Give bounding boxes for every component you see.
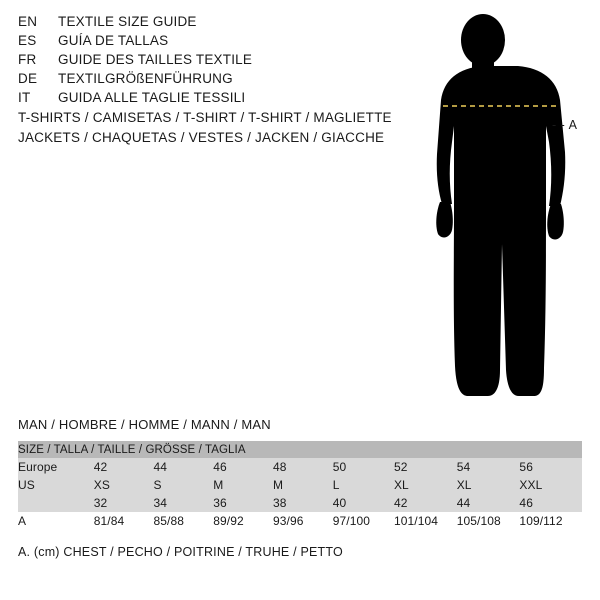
chest-measure-label: - - A bbox=[552, 118, 578, 132]
table-row bbox=[18, 476, 582, 494]
language-row bbox=[18, 71, 378, 90]
cell: 40 bbox=[333, 494, 394, 512]
language-list bbox=[18, 14, 378, 109]
language-code: ES bbox=[18, 33, 37, 48]
table-header-row bbox=[18, 441, 582, 458]
language-title: GUIDA ALLE TAGLIE TESSILI bbox=[58, 90, 246, 105]
cell: 44 bbox=[153, 458, 213, 476]
mannequin-figure bbox=[410, 14, 590, 404]
language-code: EN bbox=[18, 14, 38, 29]
table-row bbox=[18, 458, 582, 476]
table-row bbox=[18, 494, 582, 512]
cell: 38 bbox=[273, 494, 333, 512]
row-label: Europe bbox=[18, 458, 94, 476]
cell: XXL bbox=[519, 476, 582, 494]
language-code: FR bbox=[18, 52, 37, 67]
language-row bbox=[18, 52, 378, 71]
cell: 109/112 bbox=[519, 512, 582, 530]
cell: 34 bbox=[153, 494, 213, 512]
cell: 46 bbox=[213, 458, 273, 476]
cell: 81/84 bbox=[94, 512, 154, 530]
cell: 54 bbox=[457, 458, 520, 476]
row-label: US bbox=[18, 476, 94, 494]
table-header-label: SIZE / TALLA / TAILLE / GRÖSSE / TAGLIA bbox=[18, 441, 582, 458]
cell: 32 bbox=[94, 494, 154, 512]
language-title: GUÍA DE TALLAS bbox=[58, 33, 169, 48]
language-code: IT bbox=[18, 90, 31, 105]
size-table bbox=[18, 441, 582, 530]
language-row bbox=[18, 33, 378, 52]
body-silhouette-icon bbox=[410, 14, 590, 404]
footnote: A. (cm) CHEST / PECHO / POITRINE / TRUHE / PETTO bbox=[18, 545, 343, 559]
cell: M bbox=[213, 476, 273, 494]
row-label: A bbox=[18, 512, 94, 530]
cell: XL bbox=[394, 476, 457, 494]
table-row bbox=[18, 512, 582, 530]
cell: L bbox=[333, 476, 394, 494]
cell: 44 bbox=[457, 494, 520, 512]
language-row bbox=[18, 14, 378, 33]
row-label bbox=[18, 494, 94, 512]
cell: 36 bbox=[213, 494, 273, 512]
category-line-tshirts: T-SHIRTS / CAMISETAS / T-SHIRT / T-SHIRT / MAGLIETTE bbox=[18, 110, 392, 125]
language-title: TEXTILGRÖßENFÜHRUNG bbox=[58, 71, 233, 86]
cell: 97/100 bbox=[333, 512, 394, 530]
cell: 50 bbox=[333, 458, 394, 476]
cell: 105/108 bbox=[457, 512, 520, 530]
category-list bbox=[18, 110, 418, 150]
cell: 52 bbox=[394, 458, 457, 476]
cell: 85/88 bbox=[153, 512, 213, 530]
cell: XL bbox=[457, 476, 520, 494]
language-code: DE bbox=[18, 71, 38, 86]
cell: 56 bbox=[519, 458, 582, 476]
cell: XS bbox=[94, 476, 154, 494]
language-row bbox=[18, 90, 378, 109]
cell: 46 bbox=[519, 494, 582, 512]
language-title: TEXTILE SIZE GUIDE bbox=[58, 14, 197, 29]
cell: 48 bbox=[273, 458, 333, 476]
cell: 89/92 bbox=[213, 512, 273, 530]
cell: M bbox=[273, 476, 333, 494]
language-title: GUIDE DES TAILLES TEXTILE bbox=[58, 52, 253, 67]
cell: 101/104 bbox=[394, 512, 457, 530]
cell: 42 bbox=[394, 494, 457, 512]
cell: 42 bbox=[94, 458, 154, 476]
cell: 93/96 bbox=[273, 512, 333, 530]
category-line-jackets: JACKETS / CHAQUETAS / VESTES / JACKEN / GIACCHE bbox=[18, 130, 385, 145]
cell: S bbox=[153, 476, 213, 494]
table-section-title: MAN / HOMBRE / HOMME / MANN / MAN bbox=[18, 417, 271, 432]
